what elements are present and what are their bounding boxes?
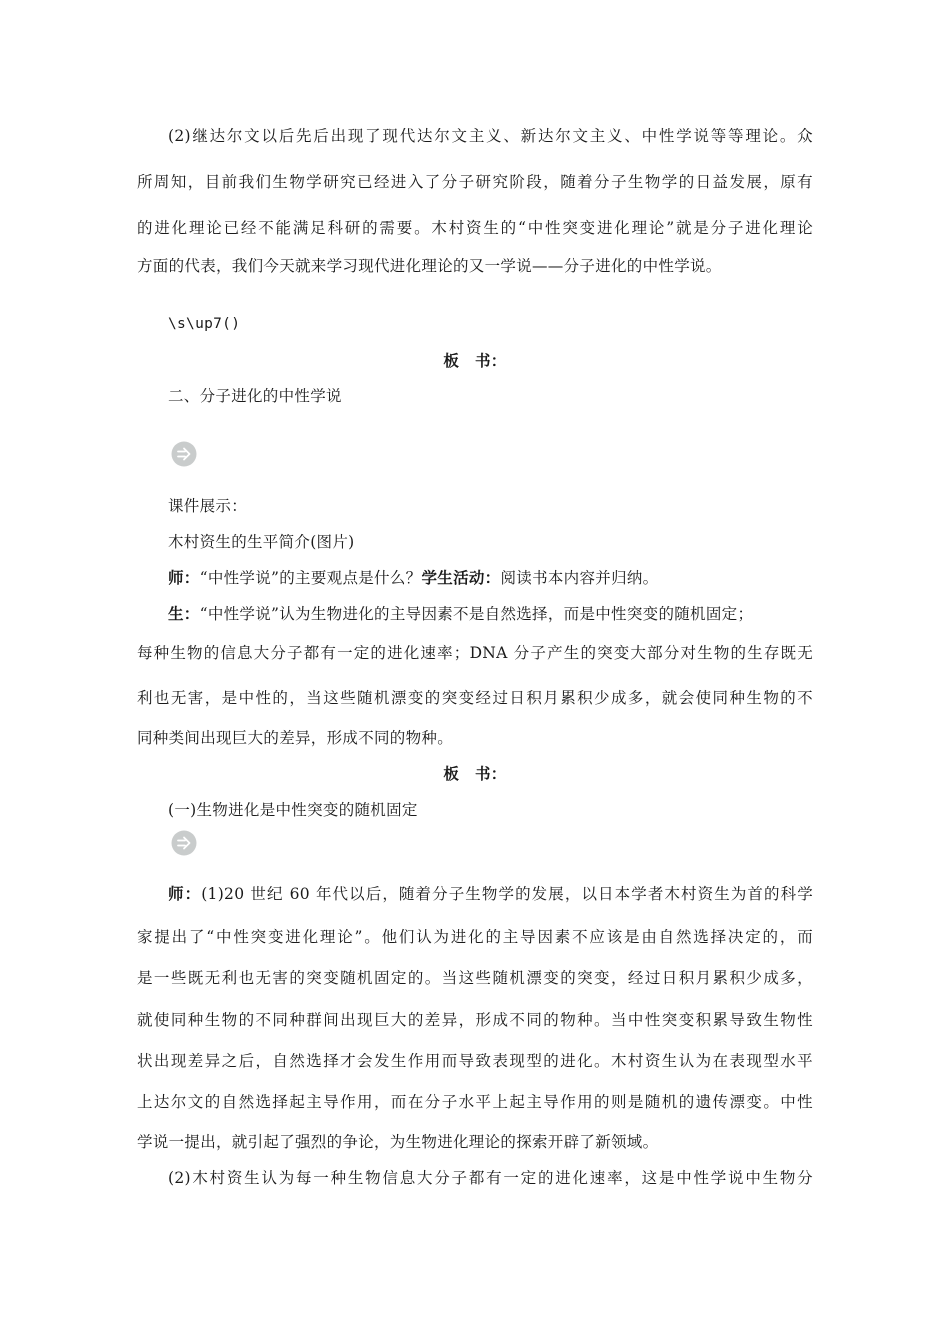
courseware-label: 课件展示：	[168, 497, 248, 515]
teacher-question: 师：“中性学说”的主要观点是什么？学生活动：阅读书本内容并归纳。	[168, 568, 659, 587]
paragraph-line: 师：(1)20 世纪 60 年代以后，随着分子生物学的发展，以日本学者木村资生为首的科学	[168, 884, 813, 903]
arrow-circle-right-icon	[171, 830, 197, 856]
board-heading: 板 书：	[443, 764, 507, 783]
arrow-circle-right-icon	[171, 441, 197, 467]
student-answer-line: 每种生物的信息大分子都有一定的进化速率；DNA 分子产生的突变大部分对生物的生存既无	[137, 644, 813, 662]
paragraph-line: 上达尔文的自然选择起主导作用，而在分子水平上起主导作用的则是随机的遗传漂变。中性	[137, 1093, 813, 1111]
paragraph-line: 学说一提出，就引起了强烈的争论，为生物进化理论的探索开辟了新领域。	[137, 1133, 659, 1151]
field-code-text: \s\up7()	[168, 316, 241, 332]
paragraph-line: 方面的代表，我们今天就来学习现代进化理论的又一学说——分子进化的中性学说。	[137, 257, 722, 275]
paragraph-line: (2)木村资生认为每一种生物信息大分子都有一定的进化速率，这是中性学说中生物分	[168, 1169, 813, 1187]
student-answer-line: 生：“中性学说”认为生物进化的主导因素不是自然选择，而是中性突变的随机固定；	[168, 604, 754, 623]
student-answer-line: 同种类间出现巨大的差异，形成不同的物种。	[137, 729, 454, 747]
paragraph-line: 状出现差异之后，自然选择才会发生作用而导致表现型的进化。木村资生认为在表现型水平	[137, 1052, 813, 1070]
board-text: 二、分子进化的中性学说	[168, 387, 342, 405]
paragraph-line: 就使同种生物的不同种群间出现巨大的差异，形成不同的物种。当中性突变积累导致生物性	[137, 1011, 813, 1029]
paragraph-line: 的进化理论已经不能满足科研的需要。木村资生的“中性突变进化理论”就是分子进化理论	[137, 219, 813, 237]
courseware-item: 木村资生的生平简介(图片)	[168, 533, 355, 551]
board-text: (一)生物进化是中性突变的随机固定	[168, 801, 418, 819]
student-answer-line: 利也无害，是中性的，当这些随机漂变的突变经过日积月累积少成多，就会使同种生物的不	[137, 689, 813, 707]
board-heading: 板 书：	[443, 351, 507, 370]
paragraph-line: 家提出了“中性突变进化理论”。他们认为进化的主导因素不应该是由自然选择决定的，而	[137, 928, 813, 946]
paragraph-line: 是一些既无利也无害的突变随机固定的。当这些随机漂变的突变，经过日积月累积少成多，	[137, 969, 813, 987]
paragraph-line: (2)继达尔文以后先后出现了现代达尔文主义、新达尔文主义、中性学说等等理论。众	[168, 127, 813, 145]
paragraph-line: 所周知，目前我们生物学研究已经进入了分子研究阶段，随着分子生物学的日益发展，原有	[137, 173, 813, 191]
